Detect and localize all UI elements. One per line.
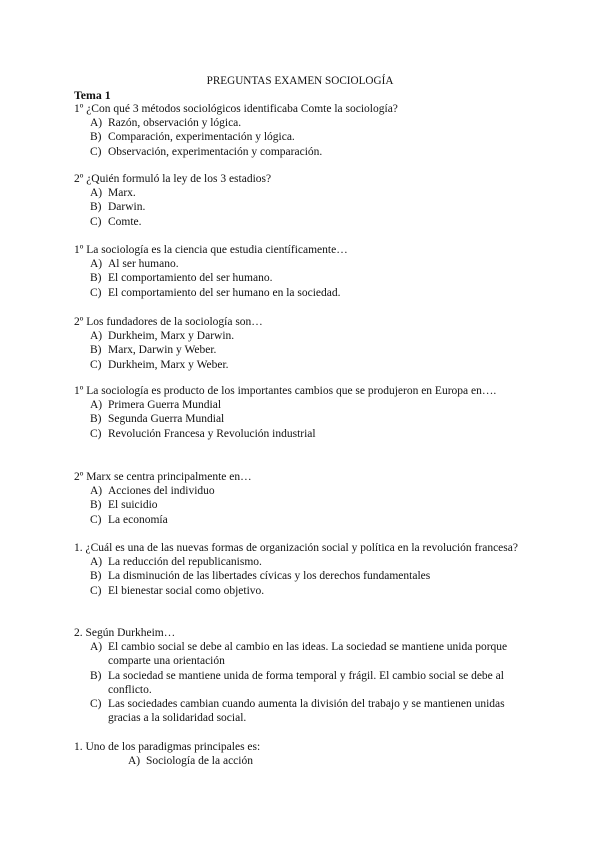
option-label: A) [90,187,103,200]
document-title: PREGUNTAS EXAMEN SOCIOLOGÍA [206,75,394,87]
option-label: A) [90,641,103,654]
option-text: La reducción del republicanismo. [108,556,262,569]
answer-option [74,484,528,498]
answer-option [74,358,528,372]
question-block [74,470,528,527]
answer-option [74,427,528,441]
answer-option [74,343,528,357]
option-text: Segunda Guerra Mundial [108,413,225,426]
option-label: C) [90,358,102,371]
answer-option [74,286,528,300]
question-block [74,172,528,229]
option-text: Durkheim, Marx y Weber. [108,358,229,371]
answer-option [74,513,528,527]
answer-option [74,271,528,285]
option-label: C) [90,427,102,440]
answer-option [74,669,528,697]
question-block [74,626,528,725]
answer-option [74,697,528,725]
option-text: El comportamiento del ser humano. [108,272,273,285]
option-text: Revolución Francesa y Revolución industrial [108,427,316,440]
option-label: A) [128,755,141,768]
option-label: B) [90,413,102,426]
option-text: La disminución de las libertades cívicas y los derechos fundamentales [108,570,431,583]
option-text: Marx. [108,187,136,200]
question-text: 2. Según Durkheim… [74,627,176,639]
question-block [74,102,528,159]
answer-option [74,130,528,144]
answer-option [74,584,528,598]
option-label: C) [90,513,102,526]
question-text: 1º La sociología es producto de los importantes cambios que se produjeron en Europa en…. [74,385,497,397]
option-label: A) [90,117,103,130]
option-text: Observación, experimentación y comparación. [108,145,323,158]
option-label: A) [90,485,103,498]
option-label: C) [90,698,102,711]
question-text: 2º Marx se centra principalmente en… [74,471,252,483]
option-label: C) [90,584,102,597]
answer-option [74,498,528,512]
option-text: Comparación, experimentación y lógica. [108,131,295,144]
option-text: El bienestar social como objetivo. [108,584,265,597]
option-label: A) [90,399,103,412]
answer-option [74,215,528,229]
question-block [74,384,528,441]
answer-option [74,145,528,159]
option-label: A) [90,258,103,271]
answer-option [74,186,528,200]
option-label: C) [90,286,102,299]
option-text: Sociología de la acción [146,755,253,768]
answer-option [74,412,528,426]
answer-option [74,640,528,668]
question-text: 1. Uno de los paradigmas principales es: [74,741,261,753]
question-block [74,740,528,768]
option-text: Primera Guerra Mundial [108,399,222,412]
option-label: B) [90,131,102,144]
option-label: B) [90,272,102,285]
option-text: Las sociedades cambian cuando aumenta la división del trabajo y se mantienen unidas gracias a la solidaridad social. [108,698,505,725]
section-heading: Tema 1 [74,88,111,102]
answer-option [74,329,528,343]
option-text: Durkheim, Marx y Darwin. [108,330,235,343]
option-text: Razón, observación y lógica. [108,117,242,130]
answer-option [74,398,528,412]
option-text: Comte. [108,215,142,228]
option-text: Al ser humano. [108,258,179,271]
answer-option [74,569,528,583]
question-text: 1. ¿Cuál es una de las nuevas formas de organización social y política en la revolución francesa? [74,542,518,554]
option-text: La economía [108,513,168,526]
option-text: El comportamiento del ser humano en la sociedad. [108,286,341,299]
option-text: El cambio social se debe al cambio en las ideas. La sociedad se mantiene unida porque comparte una orientación [108,641,508,668]
option-text: El suicidio [108,499,158,512]
answer-option [74,116,528,130]
question-text: 2º Los fundadores de la sociología son… [74,316,263,328]
question-text: 2º ¿Quién formuló la ley de los 3 estadios? [74,173,272,185]
question-text: 1º ¿Con qué 3 métodos sociológicos identificaba Comte la sociología? [74,103,398,115]
option-label: B) [90,570,102,583]
option-label: B) [90,669,102,682]
option-label: A) [90,330,103,343]
question-text: 1º La sociología es la ciencia que estudia científicamente… [74,244,348,256]
answer-option [74,257,528,271]
question-block [74,315,528,372]
option-label: B) [90,201,102,214]
option-text: La sociedad se mantiene unida de forma temporal y frágil. El cambio social se debe al conflicto. [108,669,504,696]
answer-option [74,555,528,569]
option-label: A) [90,556,103,569]
answer-option [74,754,528,768]
option-label: B) [90,344,102,357]
option-label: C) [90,145,102,158]
option-text: Darwin. [108,201,146,214]
option-text: Acciones del individuo [108,485,215,498]
option-label: C) [90,215,102,228]
option-text: Marx, Darwin y Weber. [108,344,217,357]
question-block [74,541,528,598]
answer-option [74,200,528,214]
option-label: B) [90,499,102,512]
question-block [74,243,528,300]
